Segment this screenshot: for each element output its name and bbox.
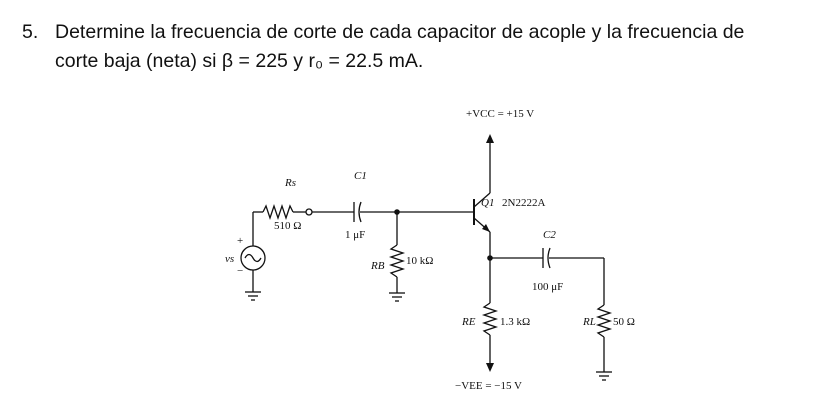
rs-resistor <box>263 206 293 218</box>
vs-plus: + <box>237 235 244 247</box>
vee-label: −VEE = −15 V <box>455 380 522 392</box>
rs-value: 510 Ω <box>274 220 302 232</box>
q1-name: Q1 <box>481 197 495 209</box>
problem-number: 5. <box>22 21 39 43</box>
c1-name: C1 <box>354 170 367 182</box>
terminal-node <box>306 209 312 215</box>
vcc-arrow-icon <box>486 134 494 143</box>
re-name: RE <box>462 316 476 328</box>
rs-name: Rs <box>285 177 296 189</box>
c2-value: 100 μF <box>532 281 564 293</box>
problem-text-line-1: Determine la frecuencia de corte de cada capacitor de acople y la frecuencia de <box>55 21 745 43</box>
base-junction-dot <box>394 209 400 215</box>
emitter-junction-dot <box>487 255 493 261</box>
vs-minus: − <box>237 265 244 277</box>
rb-resistor <box>391 245 403 277</box>
rl-resistor <box>598 305 610 337</box>
re-value: 1.3 kΩ <box>500 316 531 328</box>
c1-value: 1 μF <box>345 229 366 241</box>
rl-name: RL <box>583 316 596 328</box>
vs-name: vs <box>225 253 235 265</box>
ground-source-icon <box>245 292 261 300</box>
ground-rb-icon <box>389 293 405 301</box>
q1-part: 2N2222A <box>502 197 546 209</box>
ac-source-sine <box>245 255 261 262</box>
ground-rl-icon <box>596 372 612 380</box>
re-resistor <box>484 303 496 335</box>
vee-arrow-icon <box>486 363 494 372</box>
rl-value: 50 Ω <box>613 316 635 328</box>
c2-name: C2 <box>543 229 556 241</box>
rb-value: 10 kΩ <box>406 255 434 267</box>
problem-text-line-2: corte baja (neta) si β = 225 y r₀ = 22.5 mA. <box>55 50 424 72</box>
rb-name: RB <box>371 260 385 272</box>
vcc-label: +VCC = +15 V <box>466 108 535 120</box>
